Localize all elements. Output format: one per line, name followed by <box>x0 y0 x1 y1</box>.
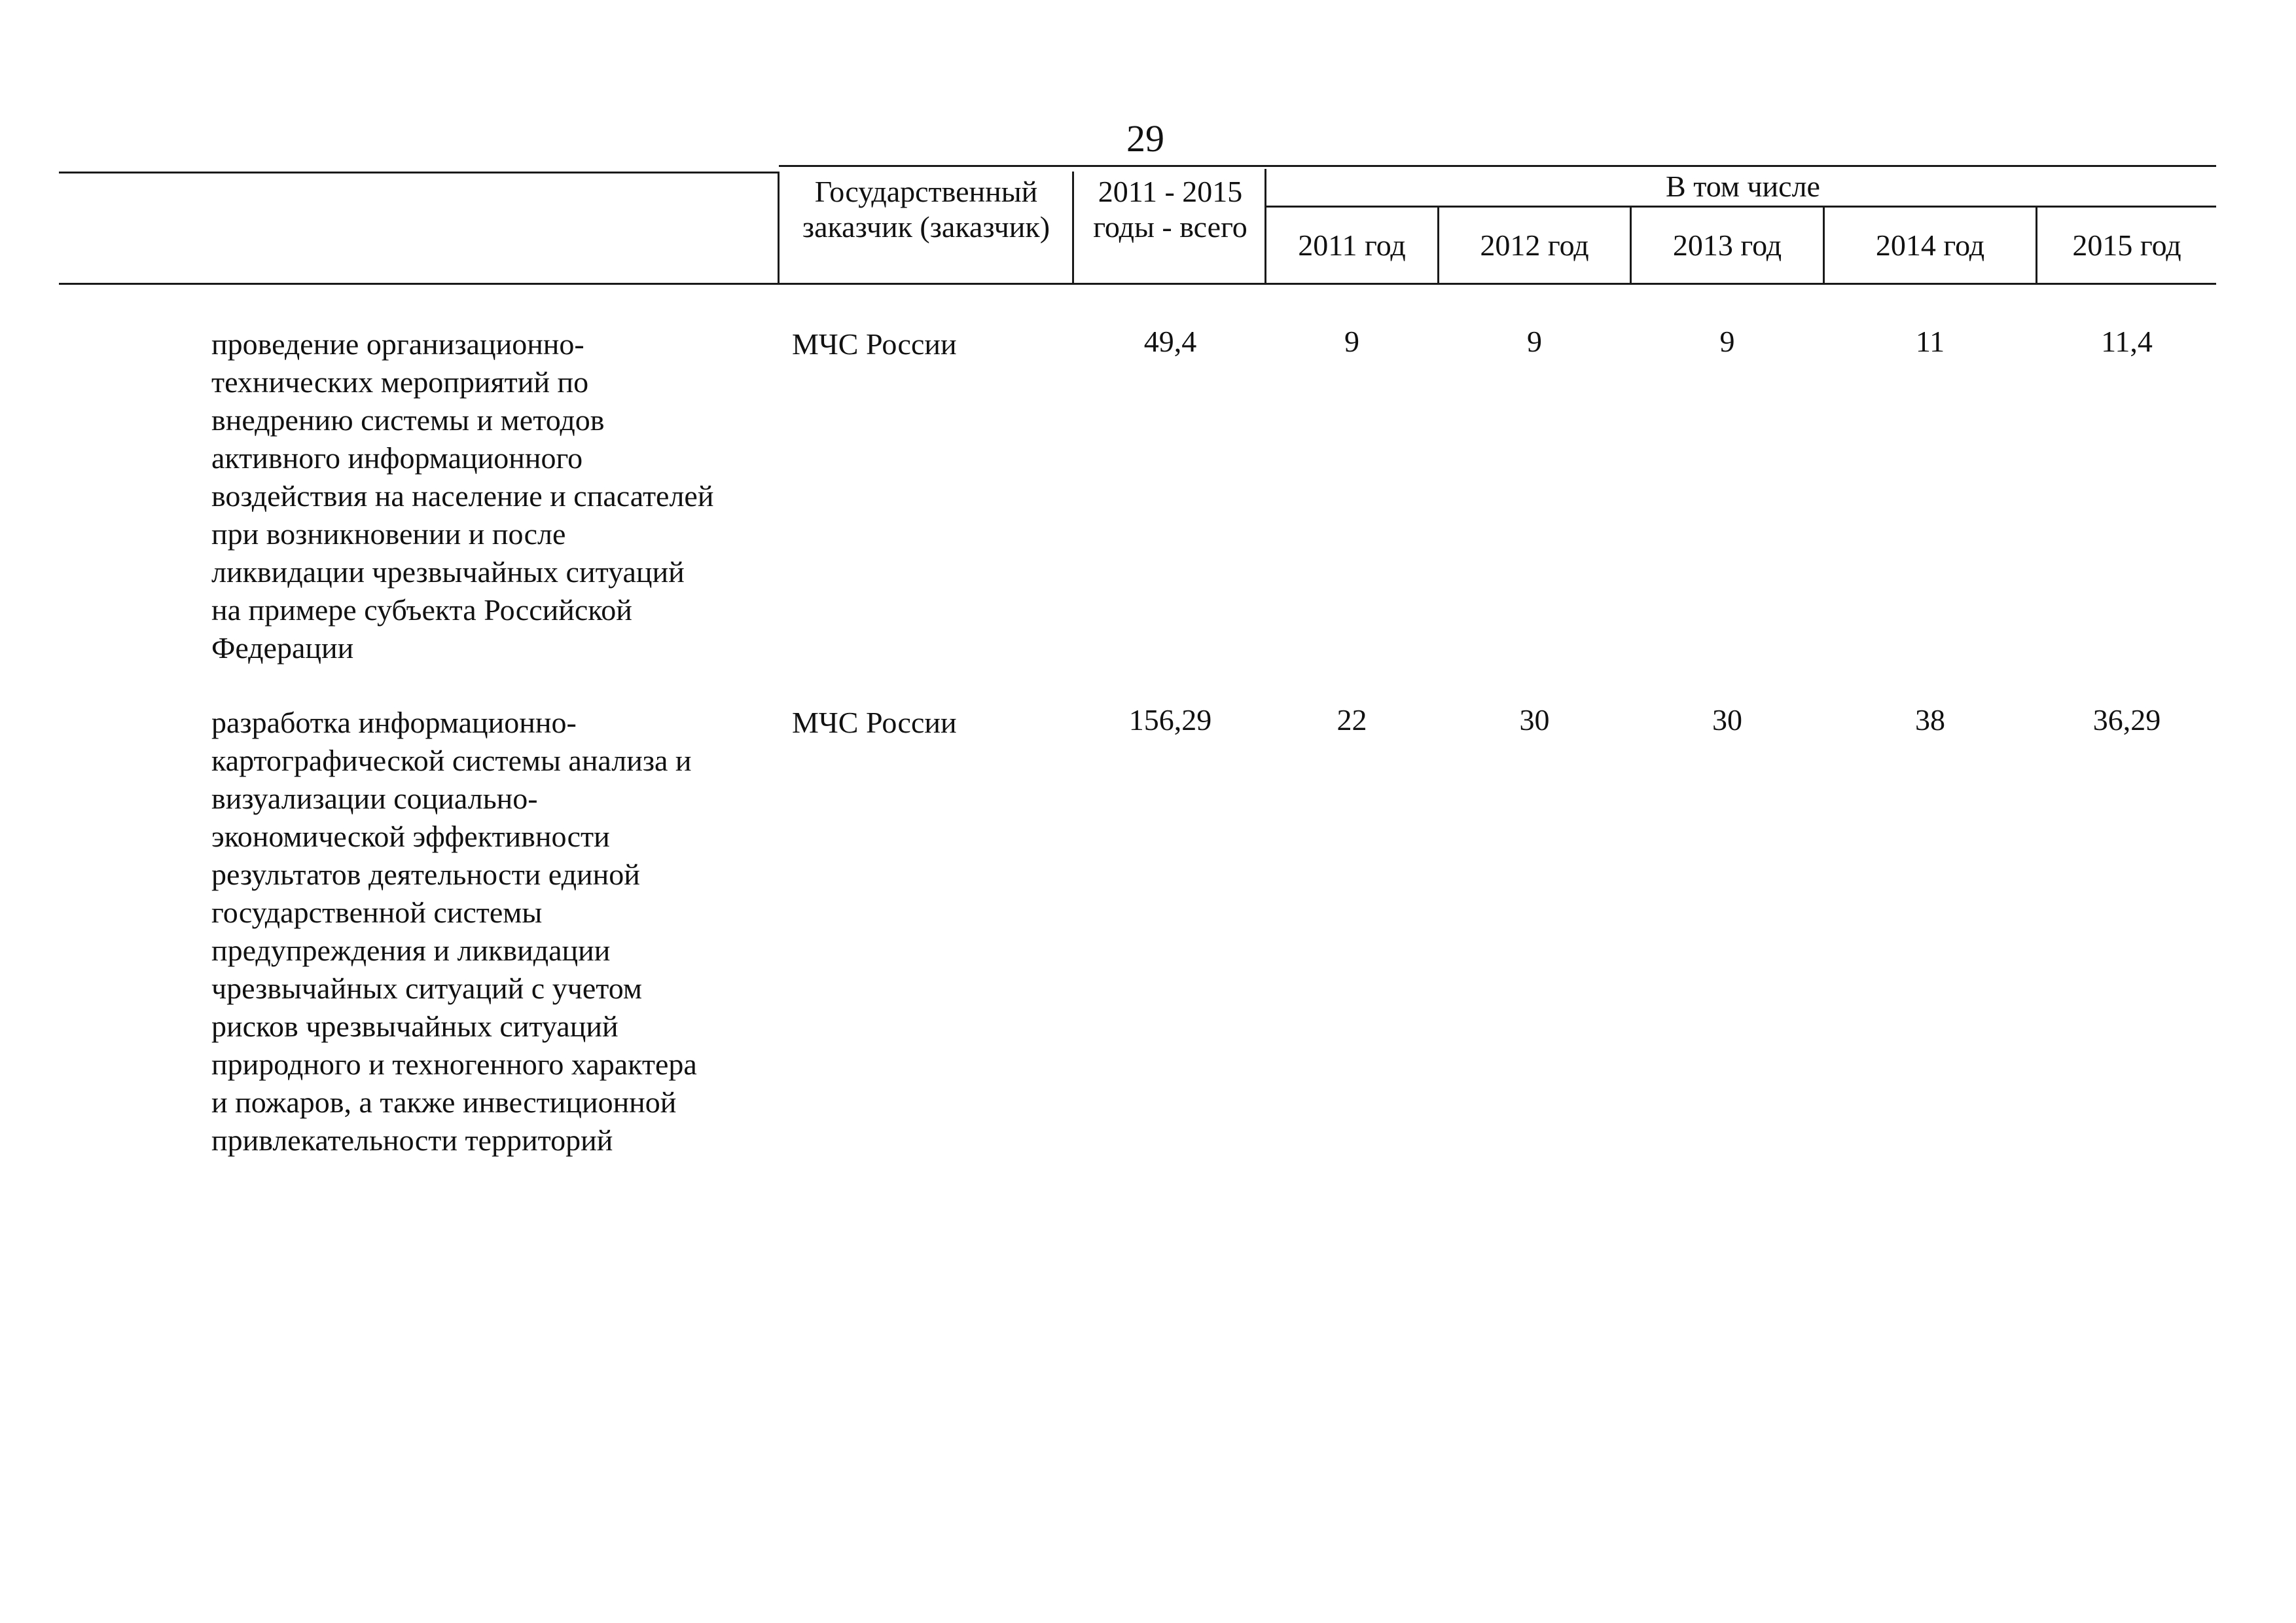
table-top-rule <box>59 172 779 173</box>
header-year: 2014 год <box>1875 228 1985 262</box>
row-customer: МЧС России <box>792 327 957 361</box>
header-year: 2012 год <box>1480 228 1589 262</box>
row-total: 156,29 <box>1128 703 1212 737</box>
row-value: 11,4 <box>2101 325 2153 358</box>
header-year: 2011 год <box>1298 228 1406 262</box>
row-value: 11 <box>1915 325 1945 358</box>
header-including: В том числе <box>1666 170 1820 203</box>
header-customer: Государственный заказчик (заказчик) <box>802 175 1050 244</box>
row-customer: МЧС России <box>792 706 957 739</box>
row-total: 49,4 <box>1143 325 1197 358</box>
subheader-rule <box>1265 206 2216 208</box>
row-value: 9 <box>1344 325 1359 358</box>
row-value: 36,29 <box>2092 703 2161 737</box>
header-total: 2011 - 2015 годы - всего <box>1093 175 1247 244</box>
column-divider <box>778 172 780 285</box>
header-year: 2013 год <box>1672 228 1782 262</box>
row-description: проведение организационно- технических мероприятий по внедрению системы и методов активного информационного воздействия на население и спасателей при возникновении и после ликвидации чрезвычайных ситуаций на примере субъекта Российской Федерации <box>211 327 714 665</box>
table-top-rule-right <box>779 165 2216 167</box>
column-divider <box>1072 172 1074 285</box>
page-number: 29 <box>1126 117 1164 160</box>
header-year: 2015 год <box>2072 228 2181 262</box>
row-value: 30 <box>1712 703 1742 737</box>
row-value: 30 <box>1519 703 1550 737</box>
row-value: 22 <box>1336 703 1367 737</box>
row-value: 9 <box>1527 325 1542 358</box>
row-value: 9 <box>1719 325 1735 358</box>
header-bottom-rule <box>59 283 2216 285</box>
row-description: разработка информационно- картографической системы анализа и визуализации социально- экономической эффективности результатов деятельности единой государственной системы предупреждения и ликвидации чрезвычайных ситуаций с учетом рисков чрезвычайных ситуаций природного и техногенного характера и пожаров, а также инвестиционной привлекательности территорий <box>211 706 697 1157</box>
row-value: 38 <box>1915 703 1945 737</box>
